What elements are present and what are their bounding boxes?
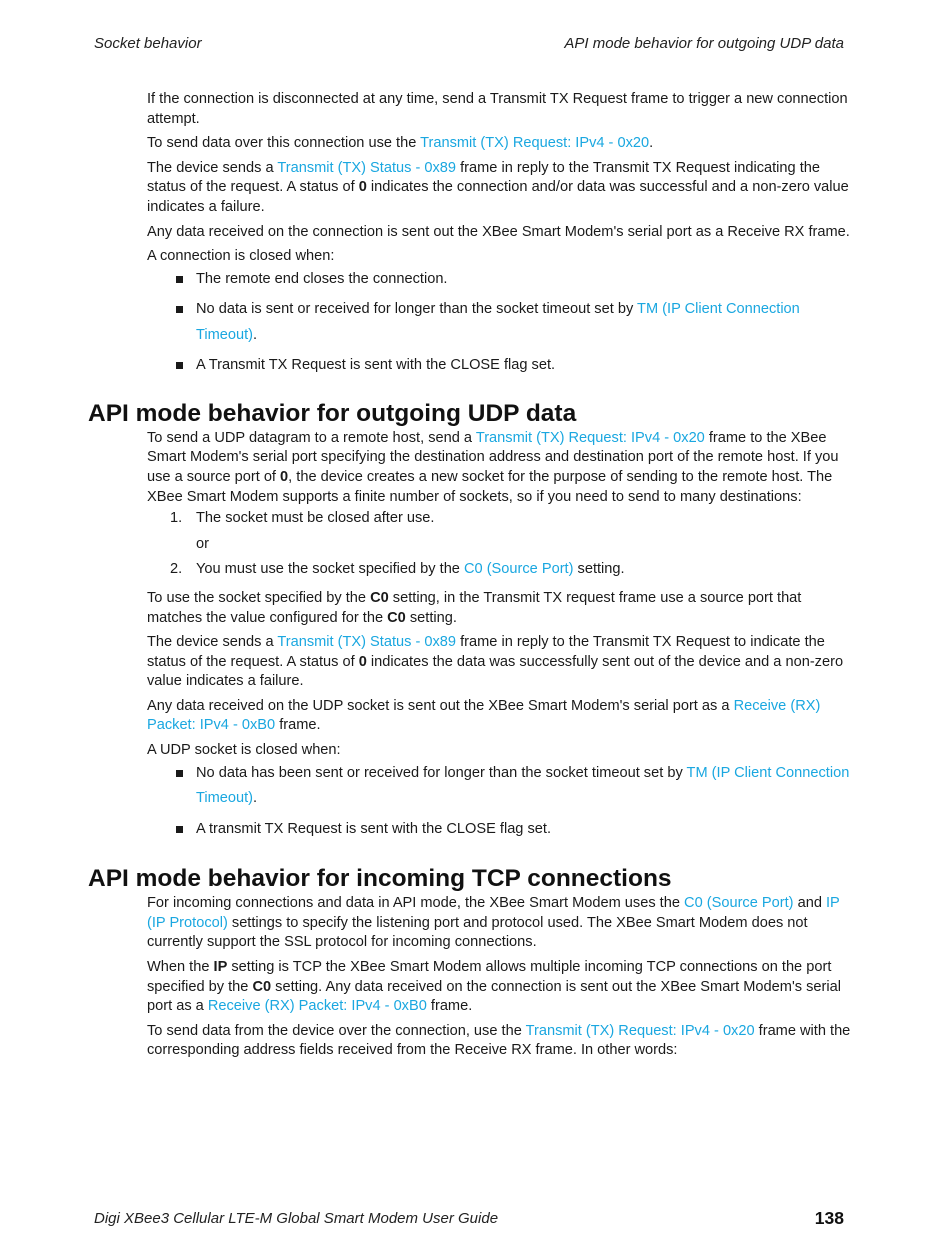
bullet-list [147, 761, 854, 843]
link-receive-packet[interactable]: Receive (RX) Packet: IPv4 - 0xB0 [147, 697, 821, 734]
page-footer [94, 1208, 844, 1230]
section-socket-behavior-continued [147, 90, 854, 379]
link-receive-packet[interactable]: Receive (RX) Packet: IPv4 - 0xB0 [207, 998, 427, 1015]
list-item: A Transmit TX Request is sent with the CLOSE flag set. [147, 353, 854, 379]
header-chapter-title: Socket behavior [94, 35, 202, 52]
link-ip-protocol[interactable]: IP (IP Protocol) [147, 895, 840, 931]
list-item: No data has been sent or received for longer than the socket timeout set by TM (IP Client Connection Timeout). [147, 761, 854, 812]
page-number: 138 [814, 1208, 844, 1228]
list-item: 2. You must use the socket specified by the C0 (Source Port) setting. [170, 561, 625, 578]
bullet-list [147, 267, 854, 379]
list-item: The remote end closes the connection. [147, 267, 854, 293]
list-item: A transmit TX Request is sent with the CLOSE flag set. [147, 817, 854, 843]
paragraph: To send data over this connection use the Transmit (TX) Request: IPv4 - 0x20. [147, 135, 654, 152]
link-transmit-request[interactable]: Transmit (TX) Request: IPv4 - 0x20 [525, 1022, 755, 1039]
link-transmit-request[interactable]: Transmit (TX) Request: IPv4 - 0x20 [475, 429, 705, 446]
link-c0-source-port[interactable]: C0 (Source Port) [463, 561, 574, 578]
paragraph: For incoming connections and data in API mode, the XBee Smart Modem uses the C0 (Source Port) and IP (IP Protocol) settings to specify the listening port and protocol used. The XBee Smart Modem does not currently support the SSL protocol for incoming connections. [147, 895, 840, 951]
numbered-list [147, 509, 854, 580]
paragraph: The device sends a Transmit (TX) Status - 0x89 frame in reply to the Transmit TX Request to indicate the status of the request. A status of 0 indicates the data was successfully sent out of the device and a non-zero value indicates a failure. [147, 634, 844, 690]
running-header [94, 35, 844, 55]
paragraph: To send a UDP datagram to a remote host, send a Transmit (TX) Request: IPv4 - 0x20 frame to the XBee Smart Modem's serial port specifying the destination address and destination port of the remote host. If you use a source port of 0, the device creates a new socket for the purpose of sending to the remote host. The XBee Smart Modem supports a finite number of sockets, so if you need to send to many destinations: [147, 429, 839, 505]
footer-document-title: Digi XBee3 Cellular LTE-M Global Smart Modem User Guide [94, 1210, 499, 1227]
paragraph: A connection is closed when: [147, 248, 335, 265]
link-c0-source-port[interactable]: C0 (Source Port) [684, 895, 794, 912]
heading-incoming-tcp: API mode behavior for incoming TCP connections [88, 865, 672, 893]
paragraph: If the connection is disconnected at any time, send a Transmit TX Request frame to trigger a new connection attempt. [147, 91, 848, 127]
list-separator-or: or [196, 535, 209, 552]
list-item: No data is sent or received for longer than the socket timeout set by TM (IP Client Connection Timeout). [147, 297, 854, 348]
heading-outgoing-udp: API mode behavior for outgoing UDP data [88, 399, 577, 427]
page-content [88, 90, 854, 1066]
paragraph: When the IP setting is TCP the XBee Smart Modem allows multiple incoming TCP connections on the port specified by the C0 setting. Any data received on the connection is sent out the XBee Smart Modem's serial port as a Receive (RX) Packet: IPv4 - 0xB0 frame. [147, 958, 841, 1015]
paragraph: The device sends a Transmit (TX) Status - 0x89 frame in reply to the Transmit TX Request indicating the status of the request. A status of 0 indicates the connection and/or data was successful and a non-zero value indicates a failure. [147, 159, 849, 215]
section-incoming-tcp [147, 894, 854, 1061]
link-tm-timeout[interactable]: TM (IP Client Connection Timeout) [196, 764, 850, 807]
paragraph: To send data from the device over the connection, use the Transmit (TX) Request: IPv4 - 0x20 frame with the corresponding address fields received from the Receive RX frame. In other words: [147, 1022, 851, 1059]
link-transmit-request[interactable]: Transmit (TX) Request: IPv4 - 0x20 [420, 135, 650, 152]
paragraph: Any data received on the UDP socket is sent out the XBee Smart Modem's serial port as a Receive (RX) Packet: IPv4 - 0xB0 frame. [147, 697, 821, 734]
section-outgoing-udp [147, 429, 854, 842]
list-item: 1. The socket must be closed after use. [170, 510, 435, 527]
paragraph: To use the socket specified by the C0 setting, in the Transmit TX request frame use a source port that matches the value configured for the C0 setting. [147, 589, 802, 626]
link-transmit-status[interactable]: Transmit (TX) Status - 0x89 [277, 634, 457, 651]
paragraph: Any data received on the connection is sent out the XBee Smart Modem's serial port as a Receive RX frame. [147, 223, 850, 240]
paragraph: A UDP socket is closed when: [147, 742, 341, 759]
link-transmit-status[interactable]: Transmit (TX) Status - 0x89 [277, 159, 457, 176]
header-section-title: API mode behavior for outgoing UDP data [564, 35, 844, 52]
link-tm-timeout[interactable]: TM (IP Client Connection Timeout) [196, 301, 800, 343]
